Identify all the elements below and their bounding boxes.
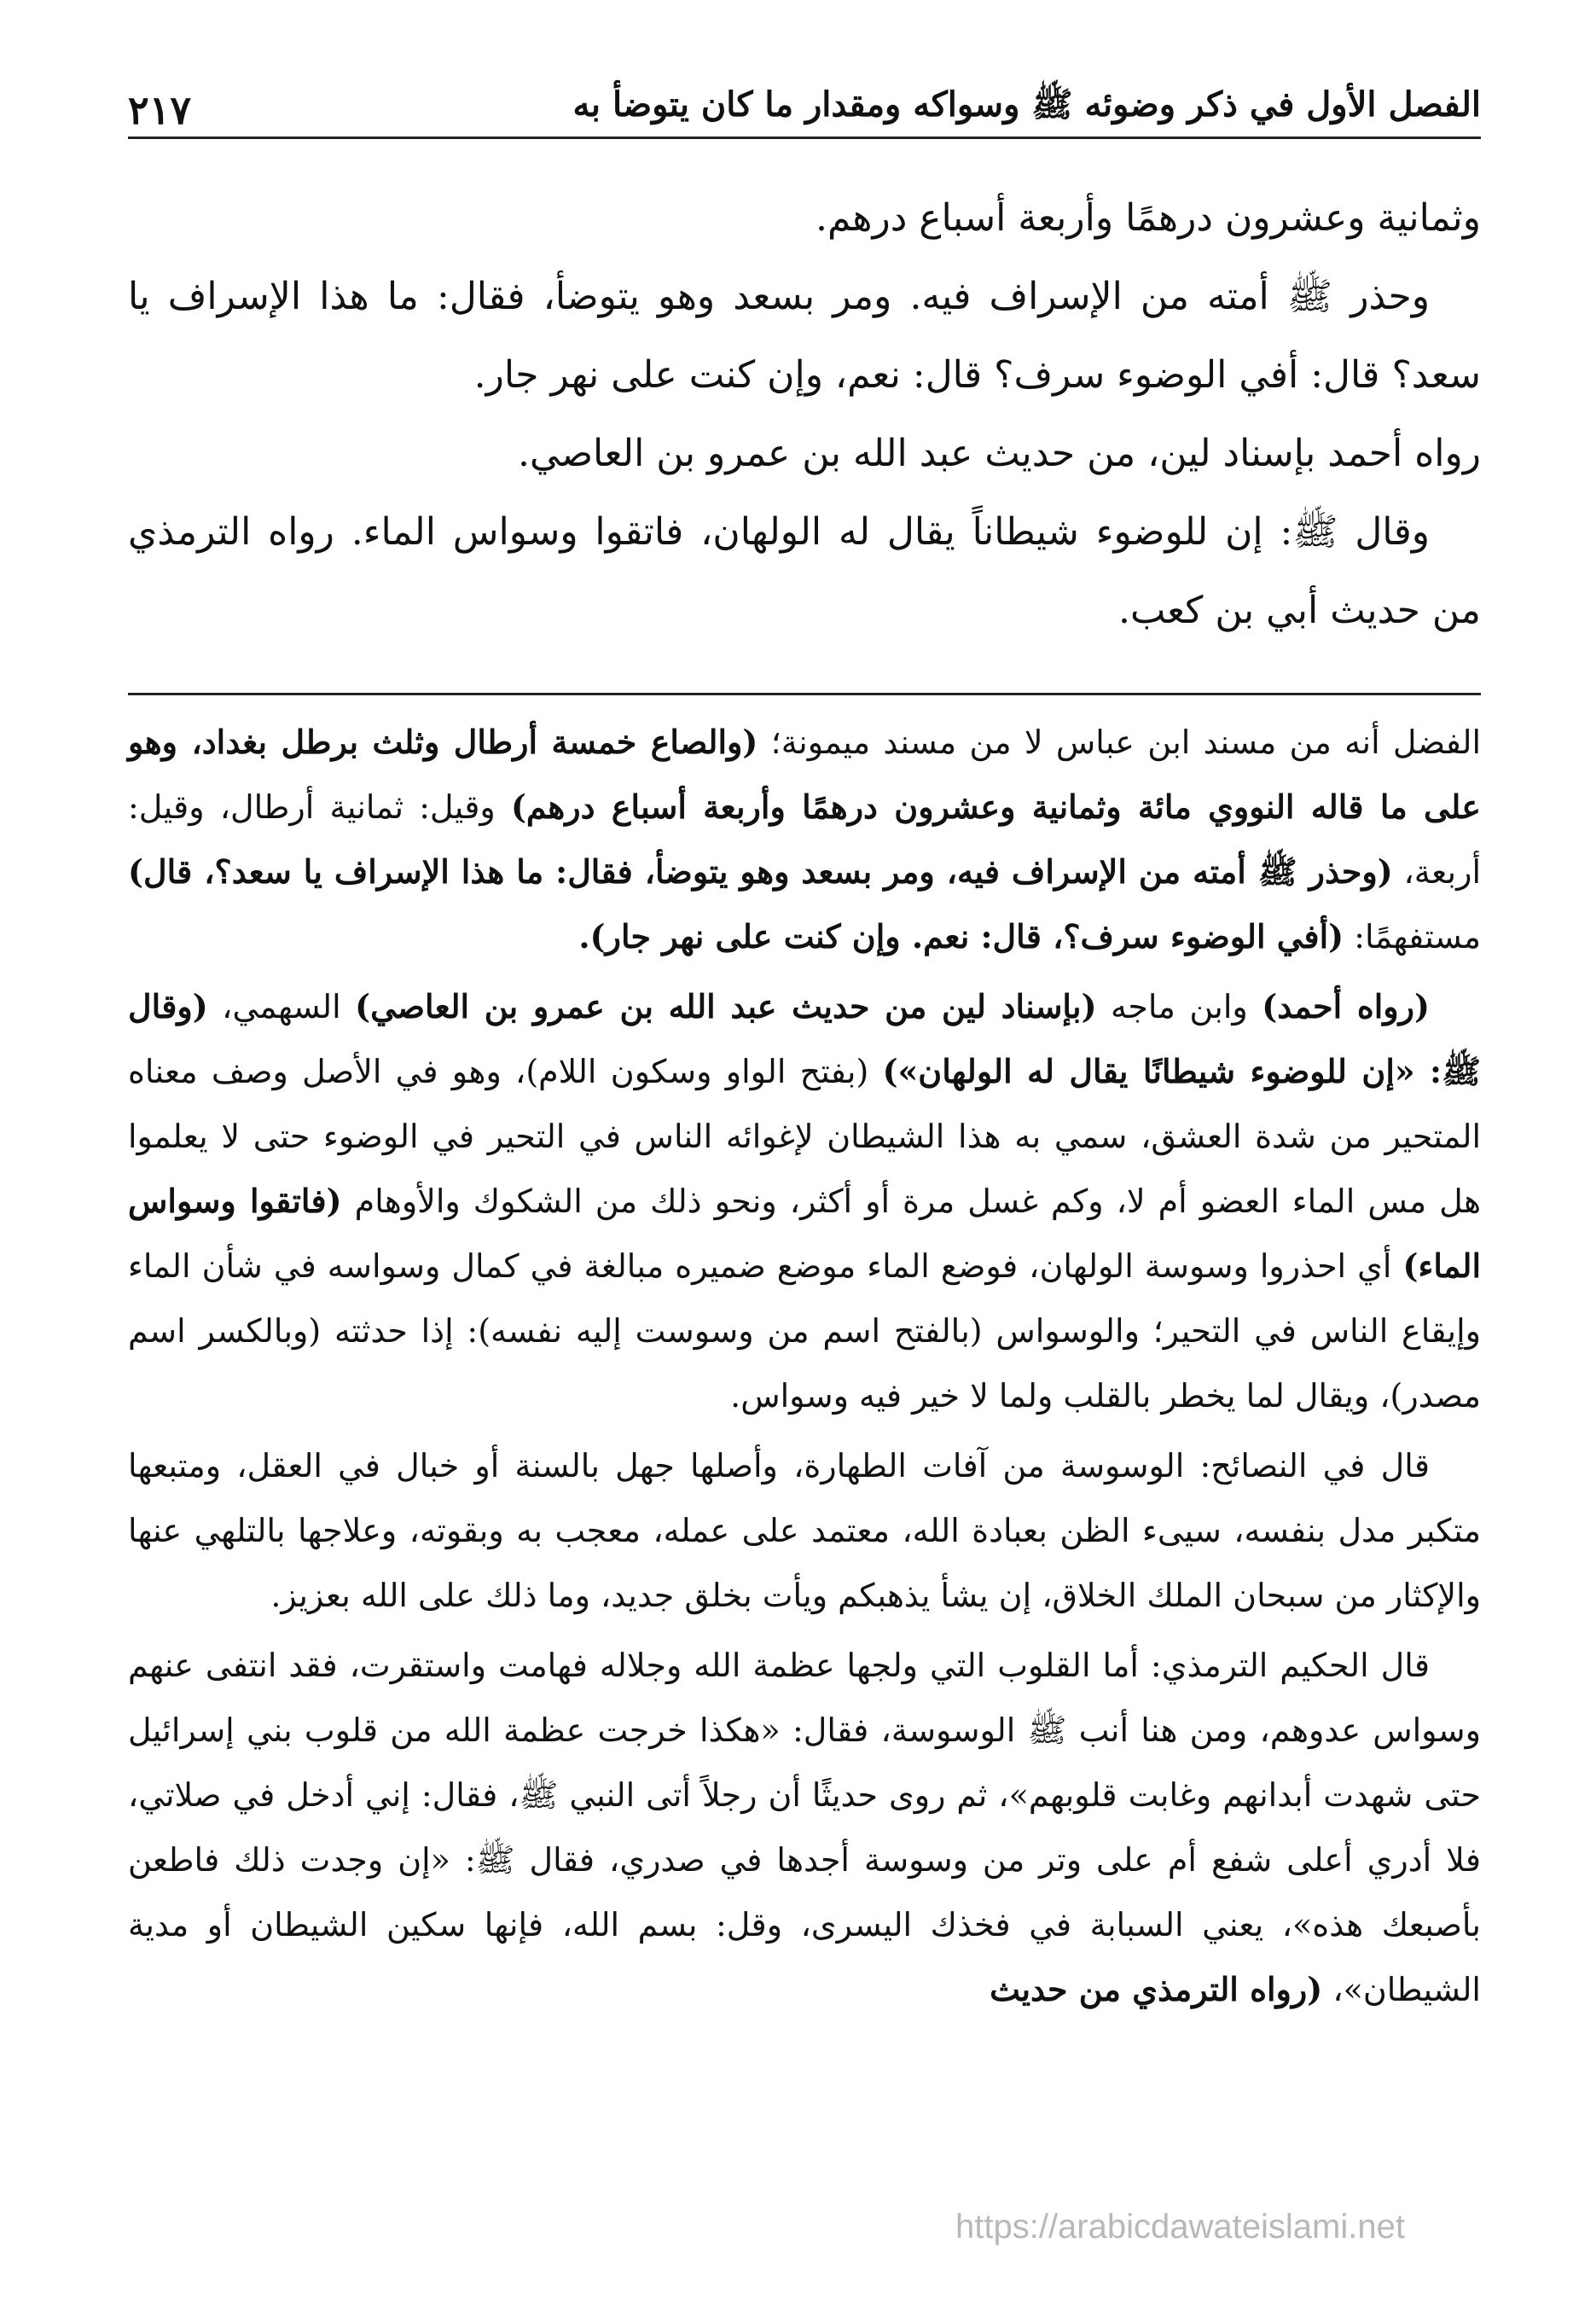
quoted-matn: (فاتقوا وسواس الماء) [128,1182,1481,1285]
main-paragraph: وحذر ﷺ أمته من الإسراف فيه. ومر بسعد وهو يتوضأ، فقال: ما هذا الإسراف يا سعد؟ قال: أفي الوضوء سرف؟ قال: نعم، وإن كنت على نهر جار. [128,275,1481,397]
source-watermark: https://arabicdawateislami.net [955,2208,1405,2246]
quoted-matn: (رواه أحمد) [1262,987,1430,1025]
running-title: الفصل الأول في ذكر وضوئه ﷺ وسواكه ومقدار ما كان يتوضأ به [572,84,1481,125]
commentary-paragraph: قال في النصائح: الوسوسة من آفات الطهارة، وأصلها جهل بالسنة أو خبال في العقل، ومتبعها متكبر مدل بنفسه، سيىء الظن بعبادة الله، معتمد على عمله، معجب به وبقوته، وعلاجها بالتلهي عنها والإكثار من سبحان الملك الخلاق، إن يشأ يذهبكم ويأت بخلق جديد، وما ذلك على الله بعزيز. [128,1447,1482,1614]
commentary-text-run: وابن ماجه [1096,988,1262,1025]
commentary-text-run: وقيل: ثمانية أرطال، وقيل: أربعة، [128,788,1481,891]
header-rule [128,137,1481,139]
quoted-matn: (وقال ﷺ: «إن للوضوء شيطانًا يقال له الولهان») [128,987,1481,1090]
quoted-matn: (أفي الوضوء سرف؟، قال: نعم. وإن كنت على نهر جار). [578,917,1344,956]
commentary-text-run: (بفتح الواو وسكون اللام)، وهو في الأصل وصف معناه المتحير من شدة العشق، سمي به هذا الشيطان لإغوائه الناس في التحير في الوضوء حتى لا يعلموا هل مس الماء العضو أم لا، وكم غسل مرة أو أكثر، ونحو ذلك من الشكوك والأوهام [128,1053,1481,1220]
main-paragraph: وقال ﷺ: إن للوضوء شيطاناً يقال له الولهان، فاتقوا وسواس الماء. رواه الترمذي من حديث أبي بن كعب. [128,510,1481,632]
main-paragraph: وثمانية وعشرون درهمًا وأربعة أسباع درهم. [816,196,1481,240]
main-text [128,179,1481,650]
quoted-matn: (وحذر ﷺ أمته من الإسراف فيه، ومر بسعد وهو يتوضأ، فقال: ما هذا الإسراف يا سعد؟، قال) [128,852,1393,891]
page-number: ٢١٧ [128,87,192,133]
commentary-paragraph [128,1633,1481,2022]
commentary-text-run: قال الحكيم الترمذي: أما القلوب التي ولجها عظمة الله وجلاله فهامت واستقرت، فقد انتفى عنهم وسواس عدوهم، ومن هنا أنب ﷺ الوسوسة، فقال: «هكذا خرجت عظمة الله من قلوب بني إسرائيل حتى شهدت أبدانهم وغابت قلوبهم»، ثم روى حديثًا أن رجلاً أتى النبي ﷺ، فقال: إني أدخل في صلاتي، فلا أدري أعلى شفع أم على وتر من وسوسة أجدها في صدري، فقال ﷺ: «إن وجدت ذلك فاطعن بأصبعك هذه»، يعني السبابة في فخذك اليسرى، وقل: بسم الله، فإنها سكين الشيطان أو مدية الشيطان»، [128,1647,1481,2008]
commentary-paragraph [128,710,1481,969]
commentary-text-run: أي احذروا وسوسة الولهان، فوضع الماء موضع ضميره مبالغة في كمال وسواسه في شأن الماء وإيقاع الناس في التحير؛ والوسواس (بالفتح اسم من وسوست إليه نفسه): إذا حدثته (وبالكسر اسم مصدر)، ويقال لما يخطر بالقلب ولما لا خير فيه وسواس. [128,1247,1481,1415]
page-header [128,60,1481,133]
commentary-text-run: السهمي، [207,988,356,1025]
commentary-text [128,710,1481,2027]
quoted-matn: (والصاع خمسة أرطال وثلث برطل بغداد، وهو على ما قاله النووي مائة وثمانية وعشرون درهمًا وأربعة أسباع درهم) [128,723,1481,826]
quoted-matn: (بإسناد لين من حديث عبد الله بن عمرو بن العاصي) [355,987,1097,1025]
quoted-matn: (رواه الترمذي من حديث [990,1970,1323,2008]
main-paragraph: رواه أحمد بإسناد لين، من حديث عبد الله بن عمرو بن العاصي. [518,432,1481,475]
commentary-text-run: مستفهمًا: [1344,918,1481,956]
commentary-paragraph [128,974,1481,1428]
section-divider [128,693,1481,695]
commentary-text-run: الفضل أنه من مسند ابن عباس لا من مسند ميمونة؛ [757,723,1482,761]
